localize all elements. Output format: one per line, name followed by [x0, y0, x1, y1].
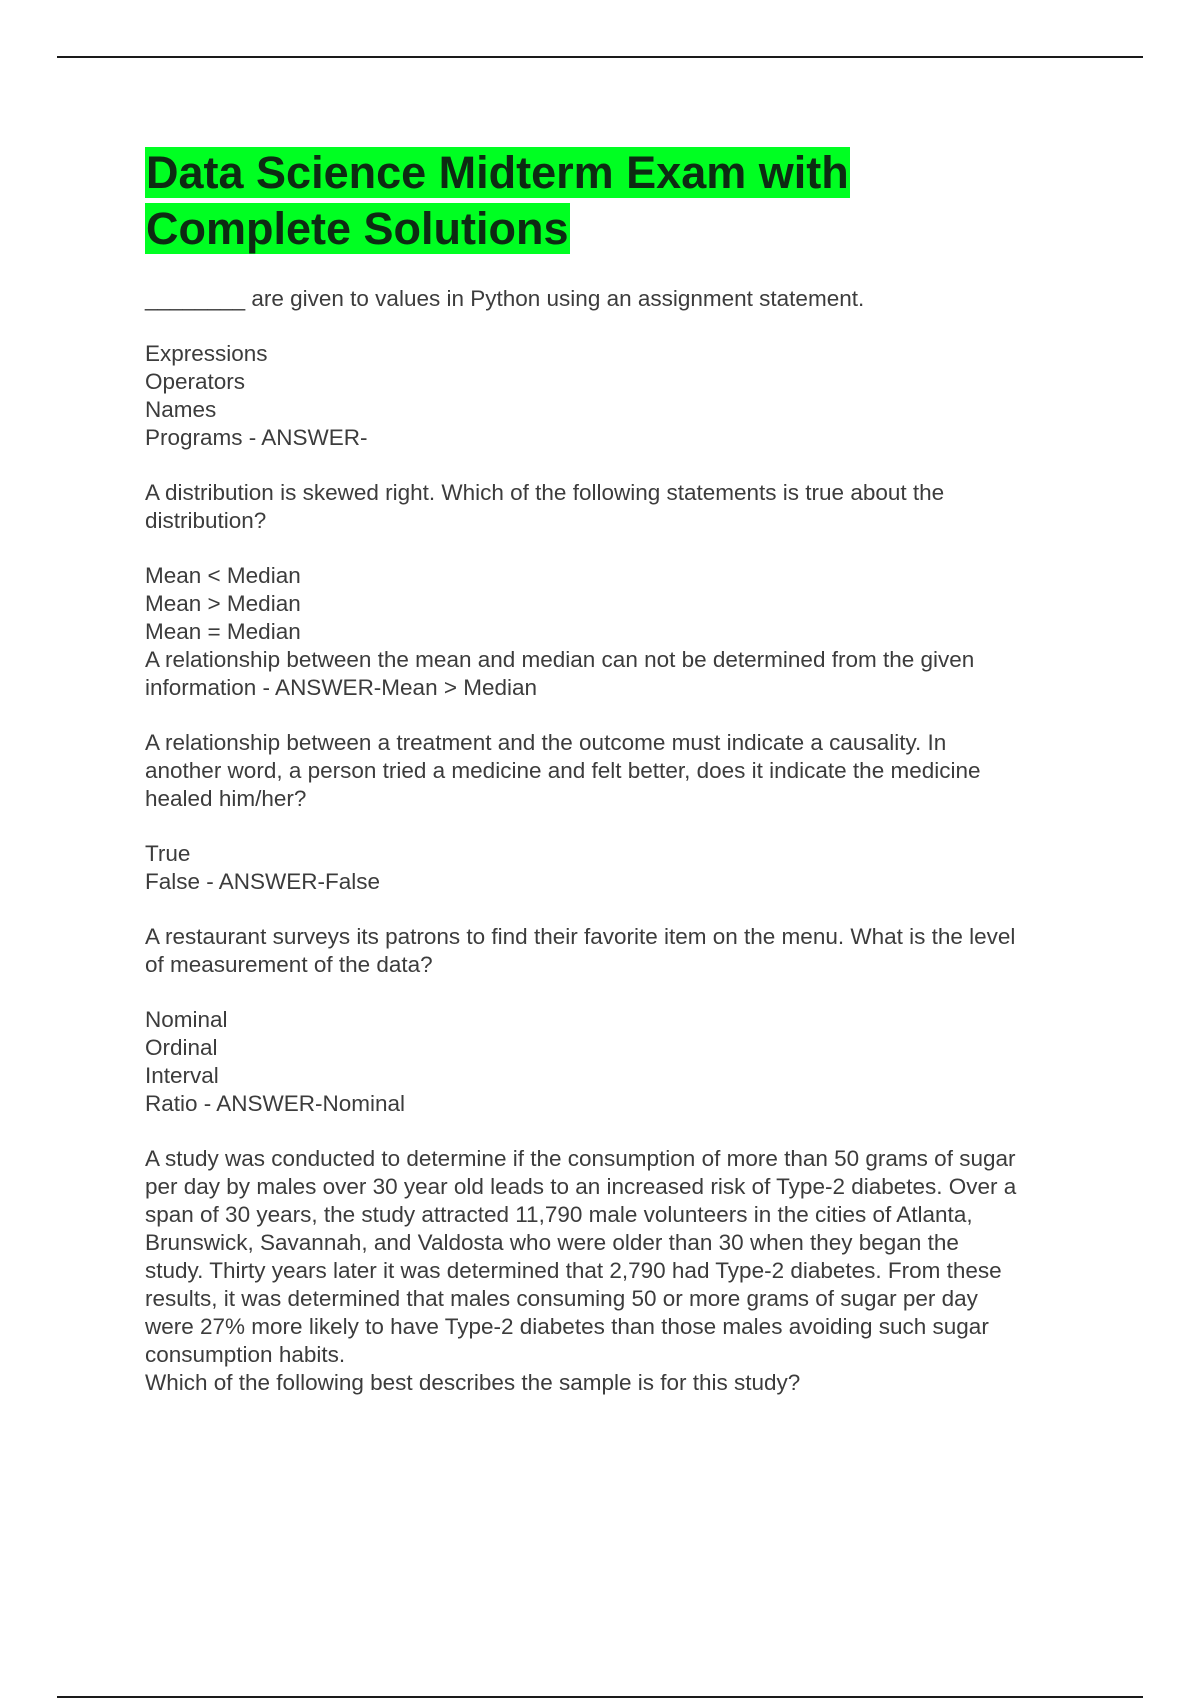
- question-2-option: Mean > Median: [145, 591, 301, 616]
- question-4-option: Interval: [145, 1063, 219, 1088]
- question-5-line: were 27% more likely to have Type-2 diabetes than those males avoiding such sugar: [145, 1314, 989, 1339]
- question-1-line: ________ are given to values in Python using an assignment statement.: [145, 286, 865, 311]
- question-5-line: study. Thirty years later it was determined that 2,790 had Type-2 diabetes. From these: [145, 1258, 1002, 1283]
- question-5-question: Which of the following best describes the sample is for this study?: [145, 1370, 801, 1395]
- question-4-line: A restaurant surveys its patrons to find their favorite item on the menu. What is the level: [145, 924, 1016, 949]
- title-line-1: Data Science Midterm Exam with: [146, 147, 849, 198]
- question-3-line: A relationship between a treatment and the outcome must indicate a causality. In: [145, 730, 947, 755]
- question-3-options: [145, 840, 1095, 896]
- question-1-option-answer: Programs - ANSWER-: [145, 425, 368, 450]
- question-4-option-answer: Ratio - ANSWER-Nominal: [145, 1091, 406, 1116]
- question-2-option-answer: information - ANSWER-Mean > Median: [145, 675, 538, 700]
- question-5-line: Brunswick, Savannah, and Valdosta who were older than 30 when they began the: [145, 1230, 959, 1255]
- question-5-line: consumption habits.: [145, 1342, 346, 1367]
- question-5-line: span of 30 years, the study attracted 11,790 male volunteers in the cities of Atlanta,: [145, 1202, 973, 1227]
- question-4-option: Ordinal: [145, 1035, 218, 1060]
- question-2-option: Mean = Median: [145, 619, 301, 644]
- question-1-prompt: [145, 285, 1095, 313]
- question-2-line: A distribution is skewed right. Which of the following statements is true about the: [145, 480, 945, 505]
- question-3-option-answer: False - ANSWER-False: [145, 869, 381, 894]
- question-3-line: another word, a person tried a medicine and felt better, does it indicate the medicine: [145, 758, 981, 783]
- footer-rule: [57, 1696, 1143, 1698]
- question-4-line: of measurement of the data?: [145, 952, 433, 977]
- title-highlight: [145, 147, 850, 254]
- question-1-option: Expressions: [145, 341, 268, 366]
- question-2-prompt: [145, 479, 1095, 535]
- title-line-2: Complete Solutions: [146, 203, 569, 254]
- question-3-prompt: [145, 729, 1095, 813]
- question-2-line: distribution?: [145, 508, 267, 533]
- question-5-line: results, it was determined that males consuming 50 or more grams of sugar per day: [145, 1286, 978, 1311]
- question-5-line: A study was conducted to determine if the consumption of more than 50 grams of sugar: [145, 1146, 1016, 1171]
- question-3-option: True: [145, 841, 191, 866]
- question-5-line: per day by males over 30 year old leads to an increased risk of Type-2 diabetes. Over a: [145, 1174, 1017, 1199]
- document-title: [145, 145, 1095, 257]
- question-3-line: healed him/her?: [145, 786, 307, 811]
- question-5-prompt: [145, 1145, 1095, 1397]
- question-4-prompt: [145, 923, 1095, 979]
- question-1-options: [145, 340, 1095, 452]
- question-2-options: [145, 562, 1095, 702]
- question-2-option: A relationship between the mean and median can not be determined from the given: [145, 647, 975, 672]
- document-body: [145, 145, 1095, 1397]
- question-1-option: Operators: [145, 369, 246, 394]
- question-1-option: Names: [145, 397, 217, 422]
- question-2-option: Mean < Median: [145, 563, 301, 588]
- header-rule: [57, 56, 1143, 58]
- question-4-option: Nominal: [145, 1007, 228, 1032]
- question-4-options: [145, 1006, 1095, 1118]
